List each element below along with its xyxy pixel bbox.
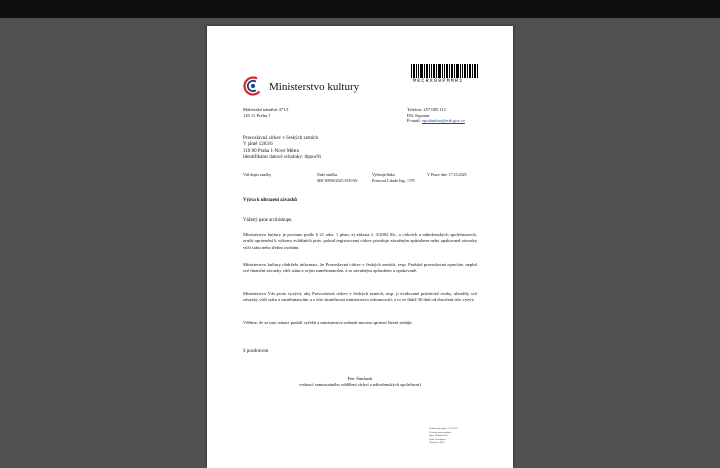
ref-value-our-ref: MK 90596/2025 SOCNS xyxy=(317,178,358,183)
email-link[interactable]: epodatelna@mk.gov.cz xyxy=(421,118,465,124)
body-paragraph: Ministerstvo Vás proto vyzývá, aby Pravoslavná církev v českých zemích, resp. ji evidované právnické osoby, uhradily své závazky vůči státu a zaměstnancům a o této skutečnosti ministerstvo informovali, a to ve lhůtě 30 dnů od doručení této výzvy. xyxy=(243,291,477,303)
sender-address xyxy=(243,107,289,118)
signature-block xyxy=(243,376,477,389)
signatory-name: Petr Šimůnek xyxy=(347,376,373,381)
barcode-image xyxy=(411,64,479,78)
signature-stamp xyxy=(429,428,458,446)
stamp-line: Jméno: Šimůnek Petr xyxy=(429,435,448,437)
email-row xyxy=(407,118,465,124)
ministry-name: Ministerstvo kultury xyxy=(269,81,360,93)
signatory-title: vedoucí samostatného oddělení církví a náboženských společností xyxy=(299,382,421,388)
viewer-top-bar xyxy=(0,0,720,18)
ref-value-handler: Princová Libuše Ing. / 579 xyxy=(372,178,415,183)
phone-text: Telefon: 257 085 111 xyxy=(407,107,447,112)
ref-label-your-letter: Váš dopis značky xyxy=(243,172,272,177)
address-line: Maltézské náměstí 471/1 xyxy=(243,107,289,112)
letter-subject: Výzva k uhrazení závazků xyxy=(243,198,297,203)
stamp-line: Certifikát autora podpisu: xyxy=(429,431,452,434)
body-paragraph: Ministerstvo kultury obdrželo informaci, že Pravoslavná církev v českých zemích, resp. Pražská pravoslavná eparchie, neplní své finanční závazky vůči státu a svým zaměstnancům, a to závažným způsobem a opakovaně. xyxy=(243,262,477,274)
ministry-logo-icon xyxy=(243,76,263,96)
letter-salutation: Vážený pane arcibiskupe, xyxy=(243,218,293,223)
databox-text: DS: 8spaaur xyxy=(407,112,430,118)
recipient-line: V jámě 1263/6 xyxy=(243,142,273,148)
sender-contact xyxy=(407,107,465,124)
recipient-line: Pravoslavná církev v českých zemích xyxy=(243,136,318,141)
body-paragraph: Ministerstvo kultury je povinno podle § 21 odst. 1 písm. a) zákona č. 3/2002 Sb., o církvích a náboženských společnostech, zrušit oprávnění k výkonu zvláštních práv, pokud registrovaná církev porušuje závažným způsobem nebo opakovaně závazky vůči státu nebo třetím osobám. xyxy=(243,232,477,250)
ref-date: V Praze dne: 17.10.2025 xyxy=(427,172,467,177)
ref-label-handler: Vyřizuje/linka xyxy=(372,172,395,177)
address-line: 118 11 Praha 1 xyxy=(243,112,271,118)
recipient-block xyxy=(243,136,321,162)
email-label: E-mail: xyxy=(407,118,421,124)
stamp-line: Vydal: Postsignum xyxy=(429,438,446,441)
barcode-text: MKCRX00PMMR1 xyxy=(413,78,464,84)
recipient-line: 110 00 Praha 1-Nové Město xyxy=(243,148,300,154)
stamp-line: Elektronický podpis: 17.10.2025 xyxy=(429,428,458,430)
recipient-line: Identifikátor datové schránky: tbpuw9i xyxy=(243,155,321,161)
document-page xyxy=(207,26,513,468)
stamp-line: Platnost do: 2026 xyxy=(429,442,445,444)
letter-closing: S pozdravem xyxy=(243,349,269,354)
body-paragraph: Věříme, že se tuto situaci podaří vyřešit a ministerstvo nebude nuceno správní řízení zahájit. xyxy=(243,320,413,325)
ref-label-our-ref: Naše značka xyxy=(317,172,338,177)
